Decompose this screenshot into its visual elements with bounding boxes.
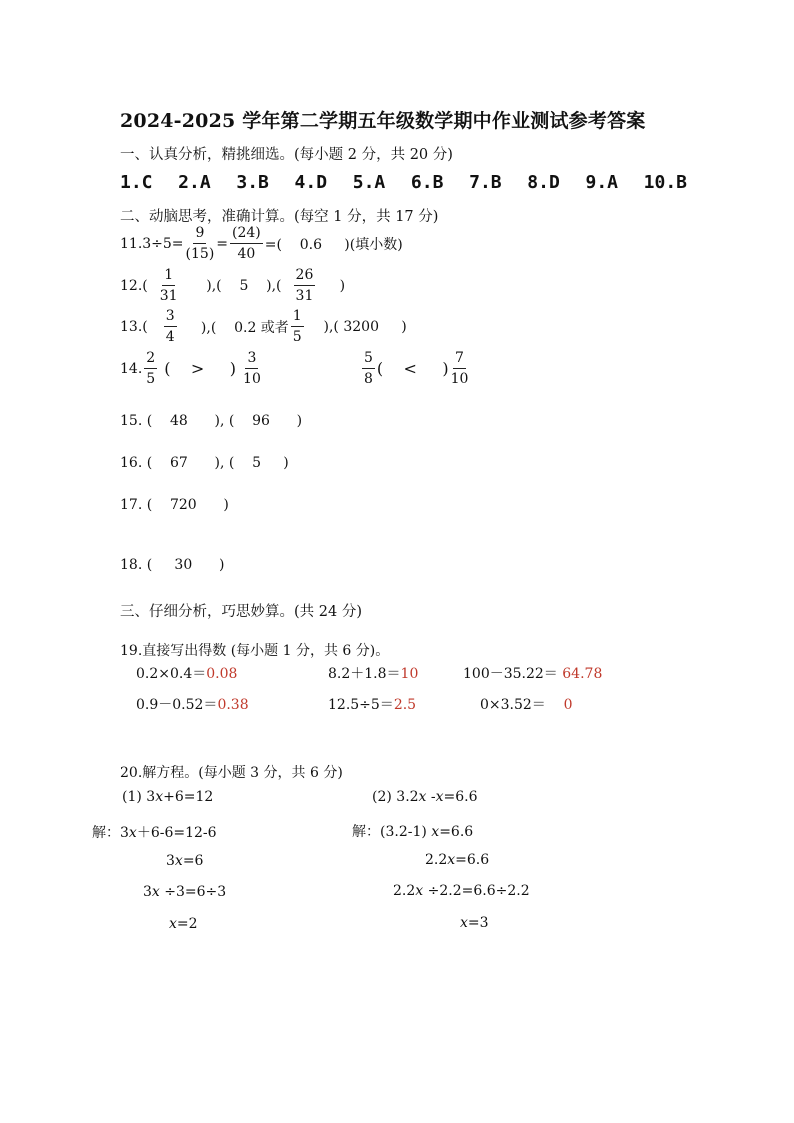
variable-x: x	[460, 915, 468, 931]
q14-d-den: 10	[450, 371, 469, 387]
q14-a-den: 5	[146, 371, 156, 387]
q20-p1-rest: +6=12	[163, 789, 214, 805]
q14-b-num: 3	[245, 351, 258, 369]
q12-lead: 12.(	[120, 277, 148, 294]
variable-x: x	[435, 789, 444, 805]
q20-p1-step-1	[92, 822, 217, 842]
q20-p1-s4b: =2	[176, 916, 198, 932]
q19-item-5	[328, 694, 416, 714]
q13-fraction-1	[164, 309, 177, 344]
section-2-heading: 二、动脑思考，准确计算。(每空 1 分，共 17 分)	[120, 209, 439, 225]
q12-f2-num: 26	[294, 268, 316, 286]
q14-a-num: 2	[144, 351, 157, 369]
q20-p1-s3b: ÷3=6÷3	[159, 884, 227, 900]
variable-x: x	[415, 883, 424, 899]
q19-expr: 100－35.22＝	[463, 666, 563, 682]
section-3-heading: 三、仔细分析，巧思妙算。(共 24 分)	[120, 604, 362, 620]
question-14-left	[120, 351, 263, 386]
q20-p1-step-2	[166, 853, 203, 869]
q19-expr: 12.5÷5＝	[328, 697, 394, 713]
variable-x: x	[174, 853, 183, 869]
q20-p2-s1b: =6.6	[439, 824, 474, 840]
variable-x: x	[418, 789, 427, 805]
question-16: 16. ( 67 ), ( 5 )	[120, 455, 289, 471]
q20-p2-s2a: 2.2	[425, 852, 448, 868]
q12-f1-num: 1	[162, 268, 175, 286]
q11-fraction-1	[186, 226, 215, 261]
variable-x: x	[155, 789, 164, 805]
q14-fraction-a	[144, 351, 157, 386]
q11-eq: =	[216, 235, 229, 252]
q20-p1-s2b: =6	[182, 853, 204, 869]
question-11	[120, 226, 403, 261]
q19-item-2	[328, 663, 418, 683]
q20-p2-step-1	[352, 821, 473, 841]
q13-tail: ),( 3200 )	[305, 318, 407, 335]
q13-f2-den: 5	[292, 329, 302, 345]
q12-tail: )	[317, 277, 346, 294]
q20-p1-equation	[122, 789, 213, 805]
q14-compare-1: ( > )	[159, 359, 242, 378]
q20-p2-s3b: ÷2.2=6.6÷2.2	[423, 883, 530, 899]
q20-p1-s3a: 3	[143, 884, 152, 900]
q20-p1-s1a: 解：3	[92, 825, 129, 841]
q19-item-6	[480, 694, 573, 714]
q19-answer: 64.78	[562, 666, 603, 682]
q11-f1-num: 9	[193, 226, 206, 244]
variable-x: x	[151, 884, 160, 900]
section-1-heading: 一、认真分析，精挑细选。(每小题 2 分，共 20 分)	[120, 147, 453, 163]
q13-lead: 13.(	[120, 318, 148, 335]
q20-p1-step-3	[143, 884, 226, 900]
q13-f1-den: 4	[165, 329, 175, 345]
q12-fraction-1	[160, 268, 178, 303]
q19-expr: 0×3.52＝	[480, 697, 564, 713]
q11-lead: 11.3÷5=	[120, 235, 184, 252]
question-13	[120, 309, 407, 344]
q11-f2-den: 40	[237, 246, 256, 262]
q13-fraction-2	[291, 309, 304, 344]
question-12	[120, 268, 345, 303]
q11-f1-den: (15)	[185, 246, 215, 262]
section-1-answers: 1.C 2.A 3.B 4.D 5.A 6.B 7.B 8.D 9.A 10.B	[120, 172, 688, 193]
q20-p2-step-3	[393, 883, 530, 899]
q14-fraction-b	[243, 351, 261, 386]
q11-f2-num: (24)	[230, 226, 263, 244]
q12-f2-den: 31	[295, 288, 314, 304]
q12-f1-den: 31	[159, 288, 178, 304]
q20-p1-s2a: 3	[166, 853, 175, 869]
question-15: 15. ( 48 ), ( 96 )	[120, 413, 303, 429]
variable-x: x	[128, 825, 137, 841]
q20-p2-s1a: 解：(3.2-1)	[352, 824, 432, 840]
q20-p2-s3a: 2.2	[393, 883, 416, 899]
q20-p1-label: (1) 3	[122, 789, 156, 805]
q20-p2-step-2	[425, 852, 489, 868]
variable-x: x	[447, 852, 456, 868]
q11-tail: =( 0.6 )(填小数)	[264, 236, 403, 253]
q14-c-num: 5	[362, 351, 375, 369]
variable-x: x	[431, 824, 440, 840]
q20-p2-rest: =6.6	[443, 789, 478, 805]
q19-item-3	[463, 663, 602, 683]
q20-heading: 20.解方程。(每小题 3 分，共 6 分)	[120, 765, 343, 781]
q19-heading: 19.直接写出得数 (每小题 1 分，共 6 分)。	[120, 643, 390, 659]
q13-f1-num: 3	[164, 309, 177, 327]
q20-p2-label: (2) 3.2	[372, 789, 419, 805]
q20-p1-s1b: ＋6-6=12-6	[136, 825, 217, 841]
q20-p2-equation	[372, 789, 478, 805]
question-17: 17. ( 720 )	[120, 497, 229, 513]
q20-p2-step-4	[460, 915, 489, 931]
q12-mid: ),( 5 ),(	[179, 277, 282, 294]
q19-expr: 0.9－0.52＝	[136, 697, 218, 713]
q19-answer: 0	[563, 697, 573, 713]
q19-expr: 0.2×0.4＝	[136, 666, 207, 682]
q14-fraction-c	[362, 351, 375, 386]
q19-expr: 8.2＋1.8＝	[328, 666, 401, 682]
q20-p2-s2b: =6.6	[455, 852, 490, 868]
q14-lead: 14.	[120, 360, 143, 377]
q14-compare-2: ( < )	[376, 359, 449, 378]
q14-c-den: 8	[364, 371, 373, 387]
q13-mid: ),( 0.2 或者	[178, 319, 289, 336]
question-18: 18. ( 30 )	[120, 557, 225, 573]
q19-answer: 0.38	[217, 697, 249, 713]
question-14-right	[360, 351, 470, 386]
q12-fraction-2	[294, 268, 316, 303]
q13-f2-num: 1	[291, 309, 304, 327]
q19-answer: 2.5	[393, 697, 417, 713]
page-title: 2024-2025 学年第二学期五年级数学期中作业测试参考答案	[120, 110, 646, 132]
q20-p2-s4b: =3	[467, 915, 489, 931]
q20-p2-mid: -	[426, 789, 436, 805]
q19-answer: 0.08	[206, 666, 238, 682]
q20-p1-step-4	[169, 916, 198, 932]
q14-d-num: 7	[453, 351, 466, 369]
variable-x: x	[169, 916, 177, 932]
q19-answer: 10	[400, 666, 419, 682]
q19-item-1	[136, 663, 237, 683]
q14-fraction-d	[451, 351, 469, 386]
q19-item-4	[136, 694, 249, 714]
q14-b-den: 10	[243, 371, 261, 387]
q11-fraction-2	[230, 226, 263, 261]
